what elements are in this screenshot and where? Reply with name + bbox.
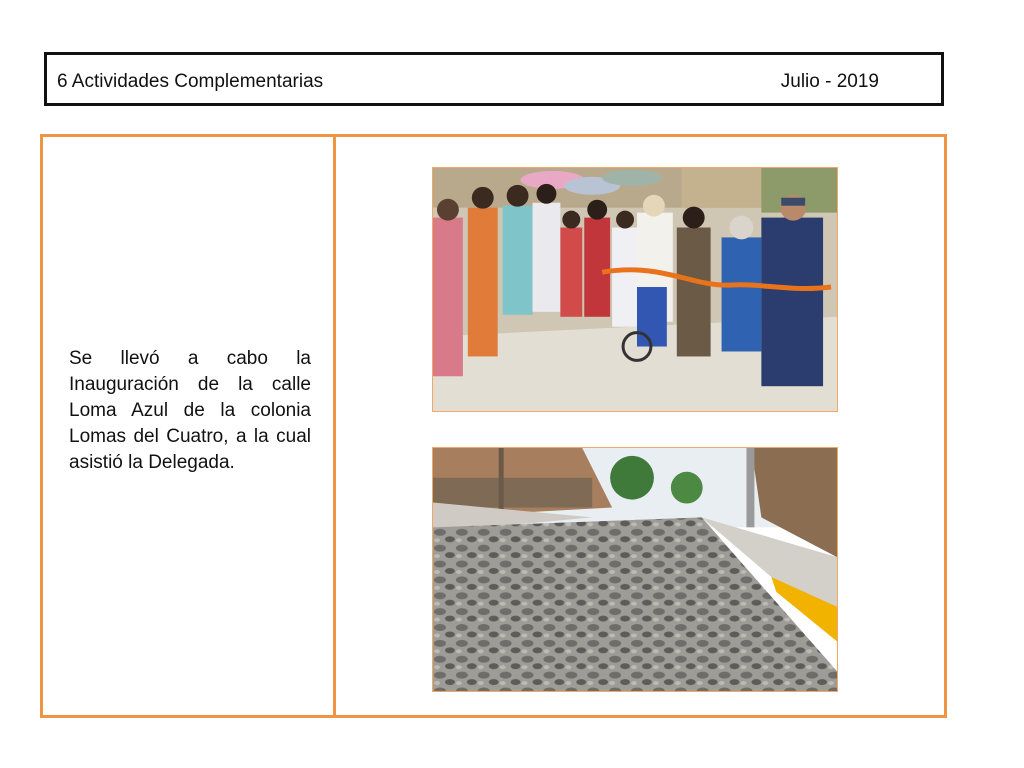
ribbon-cutting-photo (432, 167, 838, 412)
cobblestone-street-photo (432, 447, 838, 692)
activity-description: Se llevó a cabo la Inauguración de la calle Loma Azul de la colonia Lomas del Cuatro, a la cual asistió la Delegada. (69, 348, 311, 473)
page-date: Julio - 2019 (780, 71, 879, 92)
photos-panel (333, 134, 947, 718)
header-box (44, 52, 944, 106)
page-title: 6 Actividades Complementarias (57, 71, 324, 92)
description-panel (40, 134, 336, 718)
